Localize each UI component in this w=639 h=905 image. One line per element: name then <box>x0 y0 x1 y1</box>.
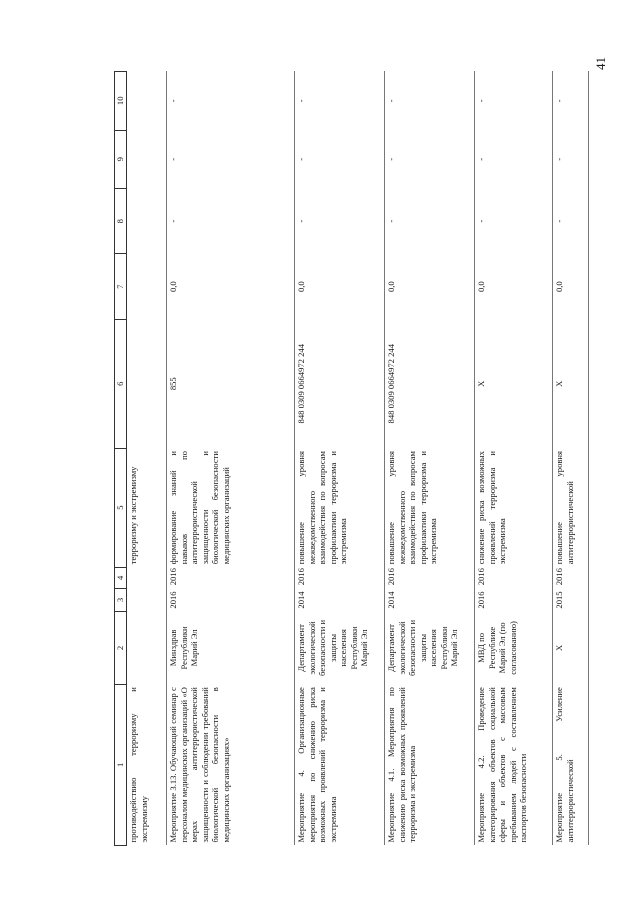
table-row <box>553 72 589 846</box>
budget-code: X <box>553 319 589 448</box>
table-row <box>385 72 475 846</box>
expected-result: формирование знаний и навыков по антитеррористической защищенности и биологической безопасности медицинских организаций <box>167 448 295 567</box>
value-col8: - <box>167 188 295 253</box>
budget-code: 848 0309 0664972 244 <box>385 319 475 448</box>
amount: 0,0 <box>475 254 553 319</box>
amount <box>127 254 167 319</box>
value-col10: - <box>475 72 553 131</box>
responsible-executor: МВД по Республике Марий Эл (по согласованию) <box>475 612 553 684</box>
column-header: 2 <box>115 612 127 684</box>
budget-code: 855 <box>167 319 295 448</box>
page-number: 41 <box>593 57 608 70</box>
activity-name: Мероприятие 4.2. Проведение категорирования объектов социальной сферы и объектов с массовым пребыванием людей с составлением паспортов безопасности <box>475 684 553 845</box>
activity-name: Мероприятие 5. Усиление антитеррористической <box>553 684 589 845</box>
table-row <box>167 72 295 846</box>
value-col8: - <box>475 188 553 253</box>
value-col10: - <box>167 72 295 131</box>
amount: 0,0 <box>167 254 295 319</box>
table-row <box>475 72 553 846</box>
start-year: 2014 <box>385 588 475 611</box>
start-year <box>127 588 167 611</box>
start-year: 2015 <box>553 588 589 611</box>
responsible-executor: X <box>553 612 589 684</box>
value-col9: - <box>553 130 589 188</box>
column-header: 8 <box>115 188 127 253</box>
value-col8: - <box>295 188 385 253</box>
column-number-row <box>115 72 127 846</box>
responsible-executor <box>127 612 167 684</box>
program-activities-table <box>114 71 589 846</box>
expected-result: повышение уровня межведомственного взаимодействия по вопросам профилактики терроризма и экстремизма <box>385 448 475 567</box>
column-header: 9 <box>115 130 127 188</box>
column-header: 6 <box>115 319 127 448</box>
value-col9: - <box>295 130 385 188</box>
column-header: 7 <box>115 254 127 319</box>
end-year <box>127 567 167 588</box>
value-col10 <box>127 72 167 131</box>
value-col10: - <box>295 72 385 131</box>
budget-code: 848 0309 0664972 244 <box>295 319 385 448</box>
column-header: 3 <box>115 588 127 611</box>
column-header: 4 <box>115 567 127 588</box>
end-year: 2016 <box>167 567 295 588</box>
program-table-sheet <box>114 71 619 846</box>
end-year: 2016 <box>475 567 553 588</box>
value-col9: - <box>385 130 475 188</box>
responsible-executor: Департамент экологической безопасности и защиты населения Республики Марий Эл <box>295 612 385 684</box>
activity-name: противодействию терроризму и экстремизму <box>128 687 149 843</box>
expected-result: повышение уровня межведомственного взаимодействия по вопросам профилактики терроризма и экстремизма <box>295 448 385 567</box>
activity-name: Мероприятие 3.13. Обучающий семинар с персоналом медицинских организаций «О мерах антитеррористической защищенности и соблюдении требований биологической безопасности в медицинских организациях» <box>167 684 295 845</box>
activity-name: Мероприятие 4.1. Мероприятия по снижению риска возможных проявлений терроризма и экстремизма <box>385 684 475 845</box>
value-col8 <box>127 188 167 253</box>
amount: 0,0 <box>553 254 589 319</box>
value-col8: - <box>385 188 475 253</box>
amount: 0,0 <box>295 254 385 319</box>
end-year: 2016 <box>385 567 475 588</box>
amount: 0,0 <box>385 254 475 319</box>
value-col9: - <box>475 130 553 188</box>
start-year: 2014 <box>295 588 385 611</box>
start-year: 2016 <box>475 588 553 611</box>
column-header: 1 <box>115 684 127 845</box>
activity-name: Мероприятие 4. Организационные мероприятия по снижению риска возможных проявлений терроризма и экстремизма <box>295 684 385 845</box>
end-year: 2016 <box>295 567 385 588</box>
value-col10: - <box>385 72 475 131</box>
responsible-executor: Департамент экологической безопасности и защиты населения Республики Марий Эл <box>385 612 475 684</box>
column-header: 5 <box>115 448 127 567</box>
start-year: 2016 <box>167 588 295 611</box>
expected-result: терроризму и экстремизму <box>128 466 138 565</box>
table-row <box>295 72 385 846</box>
value-col10: - <box>553 72 589 131</box>
value-col9 <box>127 130 167 188</box>
value-col9: - <box>167 130 295 188</box>
budget-code: X <box>475 319 553 448</box>
responsible-executor: Минздрав Республики Марий Эл <box>167 612 295 684</box>
expected-result: повышение уровня антитеррористической <box>553 448 589 567</box>
table-row <box>127 72 167 846</box>
value-col8: - <box>553 188 589 253</box>
column-header: 10 <box>115 72 127 131</box>
end-year: 2016 <box>553 567 589 588</box>
expected-result: снижение риска возможных проявлений терроризма и экстремизма <box>475 448 553 567</box>
budget-code <box>127 319 167 448</box>
